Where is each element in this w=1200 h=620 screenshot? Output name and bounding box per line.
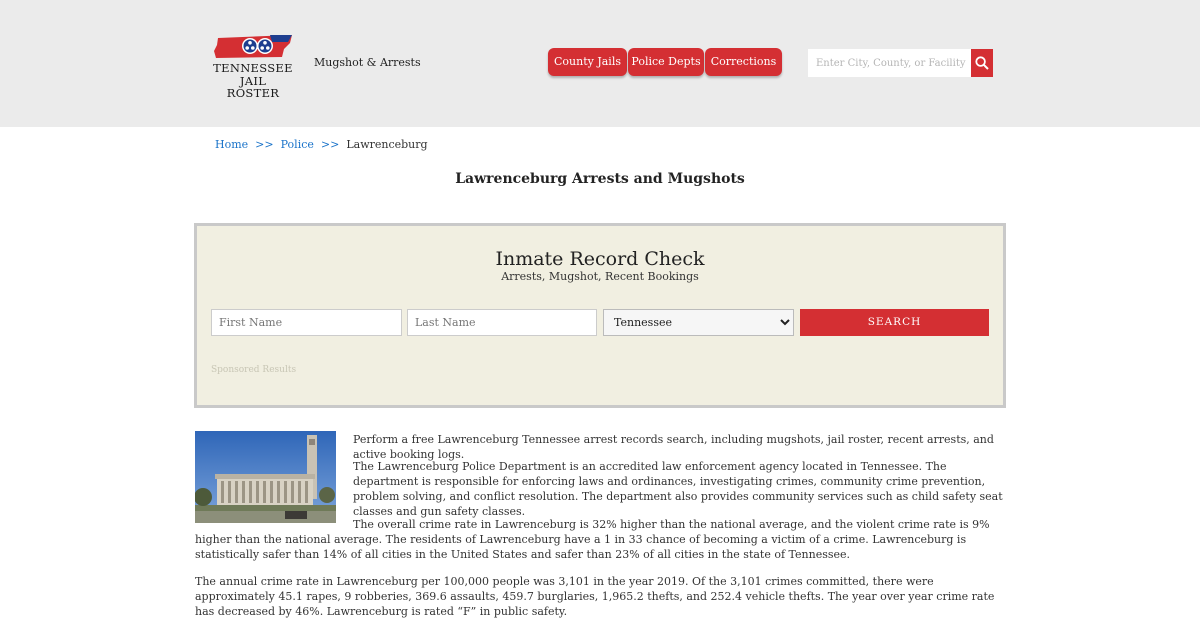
- first-name-input[interactable]: [211, 309, 402, 336]
- state-select[interactable]: [603, 309, 794, 336]
- logo-line-1: TENNESSEE: [213, 61, 293, 75]
- panel-subtitle: Arrests, Mugshot, Recent Bookings: [501, 270, 699, 283]
- breadcrumb-separator: >>: [320, 138, 340, 151]
- department-paragraph: The Lawrenceburg Police Department is an accredited law enforcement agency located in Tennessee. The department is responsible for enforcing laws and ordinances, investigating crimes, community crime prevention, problem solving, and conflict resolution. The department also provides community services such as child safety seat classes and gun safety classes.: [353, 460, 1003, 518]
- courthouse-image: [195, 431, 336, 523]
- logo-line-2: JAIL ROSTER: [226, 73, 280, 100]
- sponsored-results-label: Sponsored Results: [211, 365, 297, 375]
- facility-search-input[interactable]: [808, 49, 972, 77]
- intro-paragraph: Perform a free Lawrenceburg Tennessee arrest records search, including mugshots, jail roster, recent arrests, and active booking logs.: [353, 433, 994, 461]
- site-logo[interactable]: [212, 35, 294, 100]
- breadcrumb-current: Lawrenceburg: [346, 138, 428, 151]
- nav-police-depts[interactable]: Police Depts: [628, 48, 704, 76]
- annual-crime-paragraph: The annual crime rate in Lawrenceburg per 100,000 people was 3,101 in the year 2019. Of the 3,101 crimes committed, there were approximately 45.1 rapes, 9 robberies, 369.6 assaults, 459.7 burglaries, 1,965.2 thefts, and 252.4 vehicle thefts. The year over year crime rate has decreased by 46%. Lawrenceburg is rated “F” in public safety.: [195, 575, 995, 618]
- search-icon: [975, 56, 989, 70]
- breadcrumb: [215, 138, 428, 151]
- logo-text: [212, 62, 294, 100]
- breadcrumb-police-link[interactable]: Police: [280, 138, 314, 151]
- panel-title: Inmate Record Check: [495, 248, 705, 270]
- inmate-record-check-panel: [194, 223, 1006, 408]
- crime-rate-paragraph: The overall crime rate in Lawrenceburg is 32% higher than the national average, and the violent crime rate is 9% higher than the national average. The residents of Lawrenceburg have a 1 in 33 chance of becoming a victim of a crime. Lawrenceburg is statistically safer than 14% of all cities in the United States and safer than 23% of all cities in the state of Tennessee.: [195, 518, 990, 561]
- facility-search-button[interactable]: [971, 49, 993, 77]
- courthouse-photo: [195, 431, 336, 523]
- site-header: [0, 0, 1200, 127]
- page-title: Lawrenceburg Arrests and Mugshots: [455, 171, 745, 187]
- nav-county-jails[interactable]: County Jails: [548, 48, 627, 76]
- record-search-button[interactable]: SEARCH: [800, 309, 989, 336]
- nav-corrections[interactable]: Corrections: [705, 48, 782, 76]
- site-tagline: Mugshot & Arrests: [314, 56, 421, 69]
- breadcrumb-home-link[interactable]: Home: [215, 138, 249, 151]
- last-name-input[interactable]: [407, 309, 597, 336]
- breadcrumb-separator: >>: [255, 138, 274, 151]
- tennessee-flag-icon: [212, 35, 294, 59]
